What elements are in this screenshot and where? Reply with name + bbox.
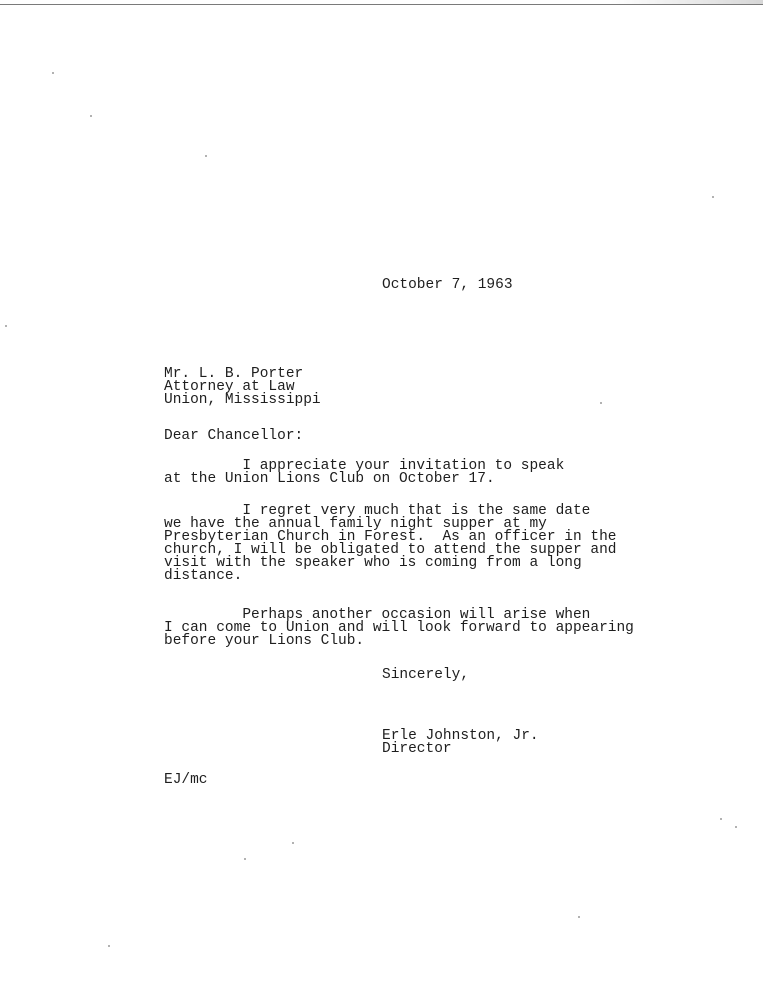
paper-speck: [205, 155, 207, 157]
paragraph-line: Perhaps another occasion will arise when: [164, 607, 591, 623]
paragraph-line: I can come to Union and will look forward to appearing: [164, 620, 634, 636]
paper-speck: [712, 196, 714, 198]
paper-speck: [52, 72, 54, 74]
paragraph-line: before your Lions Club.: [164, 633, 365, 649]
salutation: Dear Chancellor:: [164, 428, 304, 444]
recipient-line: Attorney at Law: [164, 379, 295, 395]
paragraph-line: at the Union Lions Club on October 17.: [164, 471, 495, 487]
paper-speck: [600, 402, 602, 404]
recipient-line: Mr. L. B. Porter: [164, 366, 304, 382]
typist-initials: EJ/mc: [164, 772, 208, 788]
recipient-address: [164, 368, 321, 407]
paper-speck: [292, 842, 294, 844]
top-edge-rule: [0, 4, 763, 5]
paragraph-line: I regret very much that is the same date: [164, 503, 591, 519]
paragraph-line: visit with the speaker who is coming from a long: [164, 555, 582, 571]
paper-speck: [90, 115, 92, 117]
signature-block: [382, 730, 539, 756]
paper-speck: [5, 325, 7, 327]
paper-speck: [578, 916, 580, 918]
paragraph-line: we have the annual family night supper at my: [164, 516, 547, 532]
closing: Sincerely,: [382, 667, 470, 683]
signer-name: Erle Johnston, Jr.: [382, 728, 539, 744]
recipient-line: Union, Mississippi: [164, 392, 321, 408]
paragraph-line: Presbyterian Church in Forest. As an officer in the: [164, 529, 617, 545]
paper-speck: [244, 858, 246, 860]
paragraph-line: I appreciate your invitation to speak: [164, 458, 565, 474]
letter-date: October 7, 1963: [382, 277, 513, 293]
paragraph-line: distance.: [164, 568, 243, 584]
paragraph-2: [164, 505, 616, 583]
paper-speck: [720, 818, 722, 820]
signer-title: Director: [382, 741, 452, 757]
paragraph-line: church, I will be obligated to attend the supper and: [164, 542, 617, 558]
top-edge-shadow: [610, 0, 763, 4]
paper-speck: [735, 826, 737, 828]
paragraph-3: [164, 609, 634, 648]
paper-speck: [108, 945, 110, 947]
paragraph-1: [164, 460, 564, 486]
